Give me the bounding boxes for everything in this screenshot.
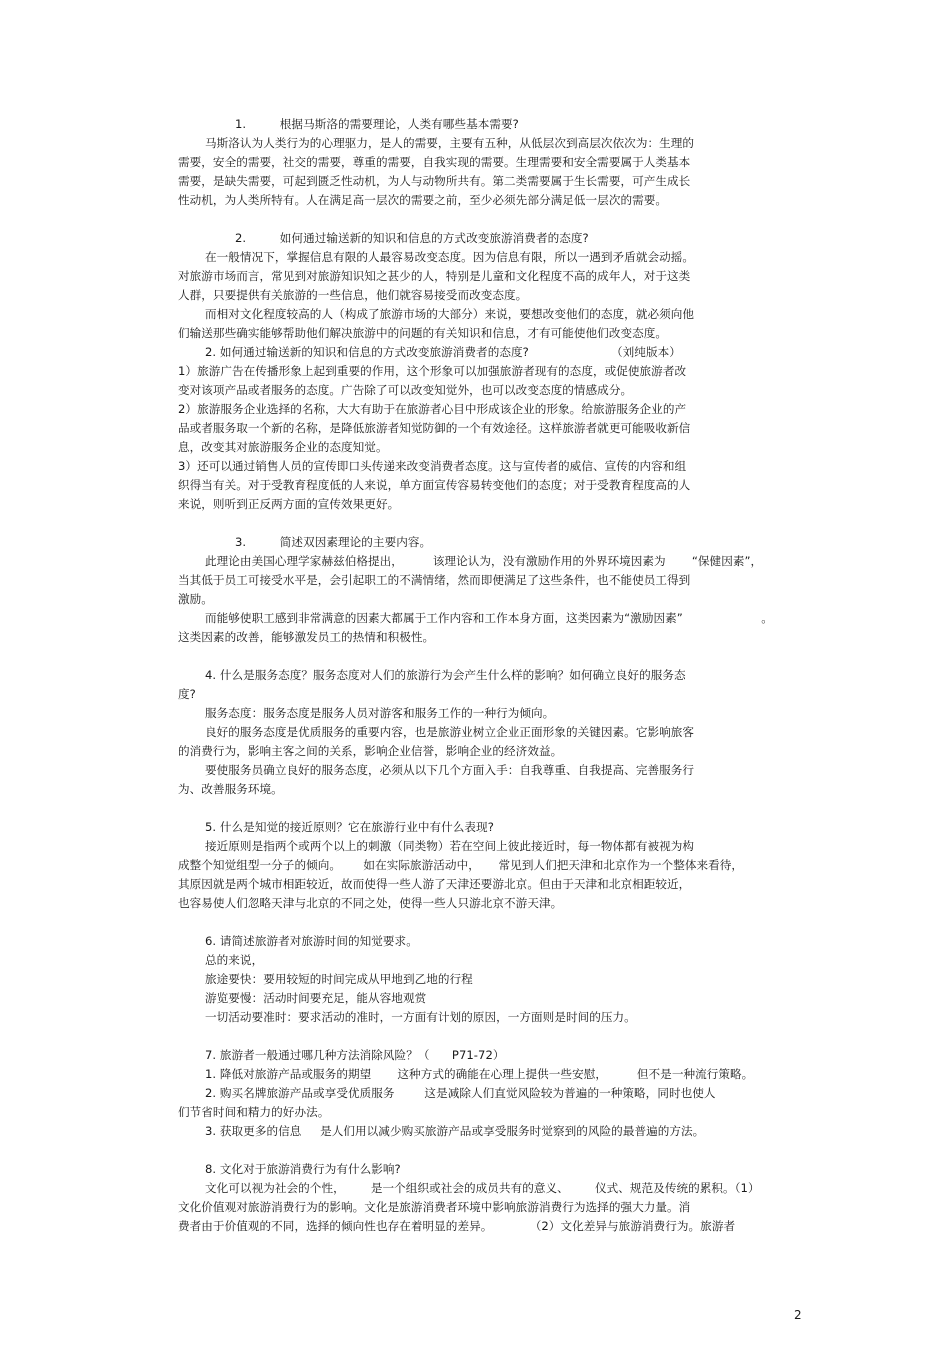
text-line: 而能够使职工感到非常满意的因素大都属于工作内容和工作本身方面，这类因素为“激励因素” 。 [205, 611, 773, 625]
text-line: 而相对文化程度较高的人（构成了旅游市场的大部分）来说，要想改变他们的态度，就必须向他 [205, 307, 695, 321]
text-line: 旅途要快：要用较短的时间完成从甲地到乙地的行程 [205, 972, 473, 986]
text-line: 1. 降低对旅游产品或服务的期望 这种方式的确能在心理上提供一些安慰， 但不是一种流行策略。 [205, 1067, 754, 1081]
text-line: 接近原则是指两个或两个以上的刺激（同类物）若在空间上彼此接近时，每一物体都有被视为构 [205, 839, 695, 853]
text-line: 此理论由美国心理学家赫兹伯格提出， 该理论认为，没有激励作用的外界环境因素为 “保健因素”， [205, 554, 763, 568]
text-line: 3）还可以通过销售人员的宣传即口头传递来改变消费者态度。这与宣传者的威信、宣传的内容和组 [178, 459, 687, 473]
text-line: 服务态度：服务态度是服务人员对游客和服务工作的一种行为倾向。 [205, 706, 555, 720]
text-line: 4. 什么是服务态度？服务态度对人们的旅游行为会产生什么样的影响？如何确立良好的服务态 [205, 668, 686, 682]
text-line: 总的来说， [205, 953, 264, 967]
text-line: 2. 如何通过输送新的知识和信息的方式改变旅游消费者的态度? [235, 231, 589, 245]
text-line: 们输送那些确实能够帮助他们解决旅游中的问题的有关知识和信息，才有可能使他们改变态度。 [178, 326, 668, 340]
text-line: 8. 文化对于旅游消费行为有什么影响? [205, 1162, 401, 1176]
text-line: 费者由于价值观的不同，选择的倾向性也存在着明显的差异。 （2）文化差异与旅游消费行为。旅游者 [178, 1219, 736, 1233]
text-line: 品或者服务取一个新的名称，是降低旅游者知觉防御的一个有效途径。这样旅游者就更可能吸收新信 [178, 421, 691, 435]
text-line: 对旅游市场而言，常见到对旅游知识知之甚少的人，特别是儿童和文化程度不高的成年人，对于这类 [178, 269, 691, 283]
text-line: 人群，只要提供有关旅游的一些信息，他们就容易接受而改变态度。 [178, 288, 528, 302]
text-line: 来说，则听到正反两方面的宣传效果更好。 [178, 497, 400, 511]
text-line: 也容易使人们忽略天津与北京的不同之处，使得一些人只游北京不游天津。 [178, 896, 563, 910]
text-line: 的消费行为，影响主客之间的关系，影响企业信誉，影响企业的经济效益。 [178, 744, 563, 758]
text-line: 要使服务员确立良好的服务态度，必须从以下几个方面入手：自我尊重、自我提高、完善服务行 [205, 763, 695, 777]
text-line: 为、改善服务环境。 [178, 782, 283, 796]
text-line: 成整个知觉组型一分子的倾向。 如在实际旅游活动中， 常见到人们把天津和北京作为一个整体来看待， [178, 858, 744, 872]
text-line: 良好的服务态度是优质服务的重要内容，也是旅游业树立企业正面形象的关键因素。它影响旅客 [205, 725, 695, 739]
text-line: 1）旅游广告在传播形象上起到重要的作用，这个形象可以加强旅游者现有的态度，或促使旅游者改 [178, 364, 687, 378]
text-line: 当其低于员工可接受水平是，会引起职工的不满情绪，然而即便满足了这些条件，也不能使员工得到 [178, 573, 691, 587]
text-line: 性动机，为人类所特有。人在满足高一层次的需要之前，至少必须先部分满足低一层次的需要。 [178, 193, 668, 207]
text-line: 需要，安全的需要，社交的需要，尊重的需要，自我实现的需要。生理需要和安全需要属于人类基本 [178, 155, 691, 169]
text-line: 息，改变其对旅游服务企业的态度知觉。 [178, 440, 388, 454]
text-line: 度? [178, 687, 196, 701]
text-line: 激励。 [178, 592, 213, 606]
text-line: 3. 简述双因素理论的主要内容。 [235, 535, 432, 549]
text-line: 2. 如何通过输送新的知识和信息的方式改变旅游消费者的态度? （刘纯版本） [205, 345, 681, 359]
text-line: 变对该项产品或者服务的态度。广告除了可以改变知觉外，也可以改变态度的情感成分。 [178, 383, 633, 397]
text-line: 需要，是缺失需要，可起到匮乏性动机，为人与动物所共有。第二类需要属于生长需要，可产生成长 [178, 174, 691, 188]
text-line: 织得当有关。对于受教育程度低的人来说，单方面宣传容易转变他们的态度；对于受教育程度高的人 [178, 478, 691, 492]
text-line: 5. 什么是知觉的接近原则？它在旅游行业中有什么表现? [205, 820, 494, 834]
text-line: 2）旅游服务企业选择的名称，大大有助于在旅游者心目中形成该企业的形象。给旅游服务企业的产 [178, 402, 687, 416]
text-line: 1. 根据马斯洛的需要理论，人类有哪些基本需要? [235, 117, 519, 131]
text-line: 这类因素的改善，能够激发员工的热情和积极性。 [178, 630, 435, 644]
text-line: 一切活动要准时：要求活动的准时，一方面有计划的原因，一方面则是时间的压力。 [205, 1010, 636, 1024]
text-line: 们节省时间和精力的好办法。 [178, 1105, 330, 1119]
text-line: 6. 请简述旅游者对旅游时间的知觉要求。 [205, 934, 418, 948]
text-line: 2. 购买名牌旅游产品或享受优质服务 这是减除人们直觉风险较为普遍的一种策略，同时也使人 [205, 1086, 716, 1100]
text-line: 文化可以视为社会的个性， 是一个组织或社会的成员共有的意义、 仪式、规范及传统的累积。（1） [205, 1181, 760, 1195]
text-line: 7. 旅游者一般通过哪几种方法消除风险？（ P71-72） [205, 1048, 505, 1062]
page-number: 2 [794, 1308, 802, 1322]
text-line: 其原因就是两个城市相距较近，故而使得一些人游了天津还要游北京。但由于天津和北京相距较近， [178, 877, 691, 891]
text-line: 马斯洛认为人类行为的心理驱力，是人的需要，主要有五种，从低层次到高层次依次为：生理的 [205, 136, 695, 150]
text-line: 游览要慢：活动时间要充足，能从容地观赏 [205, 991, 427, 1005]
text-line: 在一般情况下，掌握信息有限的人最容易改变态度。因为信息有限，所以一遇到矛盾就会动摇。 [205, 250, 695, 264]
text-line: 文化价值观对旅游消费行为的影响。文化是旅游消费者环境中影响旅游消费行为选择的强大力量。消 [178, 1200, 691, 1214]
text-line: 3. 获取更多的信息 是人们用以减少购买旅游产品或享受服务时觉察到的风险的最普遍的方法。 [205, 1124, 705, 1138]
